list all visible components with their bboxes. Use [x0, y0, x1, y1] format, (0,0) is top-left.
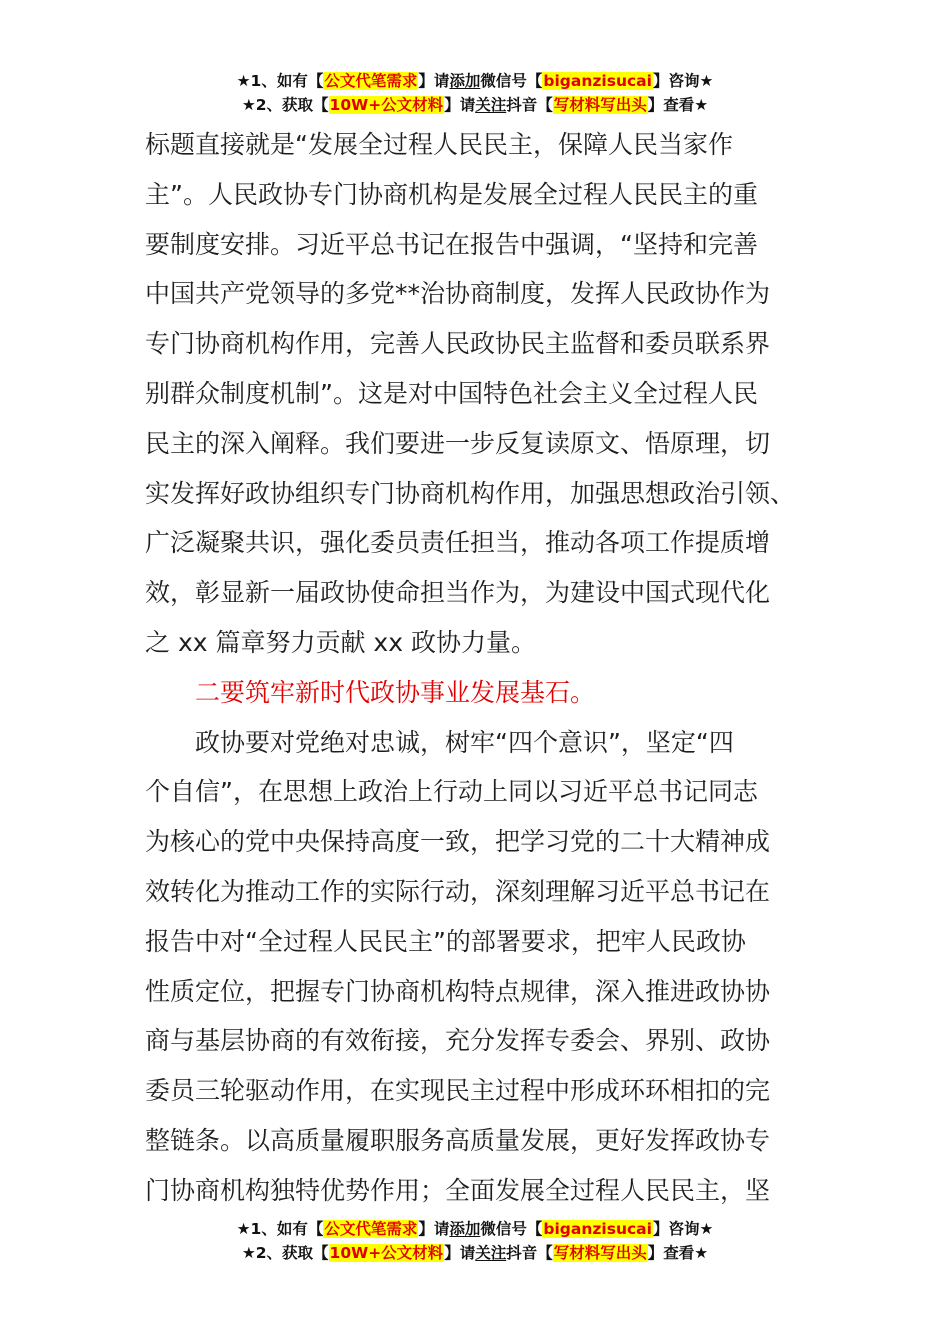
body-line: 实发挥好政协组织专门协商机构作用，加强思想政治引领、: [145, 478, 796, 508]
body-line: 中国共产党领导的多党**治协商制度，发挥人民政协作为: [145, 279, 771, 309]
bottom-promo-banner: [0, 1217, 950, 1265]
body-line: 别群众制度机制”。这是对中国特色社会主义全过程人民: [145, 378, 758, 408]
highlight-materials: 10W+公文材料: [329, 96, 444, 114]
body-line: 要制度安排。习近平总书记在报告中强调，“坚持和完善: [145, 229, 758, 259]
highlight-wechat-id: biganzisucai: [543, 1220, 652, 1238]
body-line: 个自信”，在思想上政治上行动上同以习近平总书记同志: [145, 777, 758, 807]
body-line: 为核心的党中央保持高度一致，把学习党的二十大精神成: [145, 827, 771, 857]
top-promo-banner: [0, 69, 950, 117]
promo-line-2: ★2、获取【10W+公文材料】请关注抖音【写材料写出头】查看★: [241, 1244, 709, 1262]
promo-line-1: ★1、如有【公文代笔需求】请添加微信号【biganzisucai】咨询★: [236, 72, 714, 90]
body-line: 主”。人民政协专门协商机构是发展全过程人民民主的重: [145, 179, 758, 209]
document-body: [145, 120, 825, 1216]
body-line: 广泛凝聚共识，强化委员责任担当，推动各项工作提质增: [145, 528, 771, 558]
body-line: 委员三轮驱动作用，在实现民主过程中形成环环相扣的完: [145, 1076, 771, 1106]
body-line: 报告中对“全过程人民民主”的部署要求，把牢人民政协: [145, 926, 746, 956]
body-line: 标题直接就是“发展全过程人民民主，保障人民当家作: [145, 130, 733, 159]
highlight-service: 公文代笔需求: [324, 1220, 418, 1238]
highlight-douyin-id: 写材料写出头: [553, 1244, 647, 1262]
body-line: 之 xx 篇章努力贡献 xx 政协力量。: [145, 627, 536, 657]
body-line: 效，彰显新一届政协使命担当作为，为建设中国式现代化: [145, 578, 771, 608]
body-line: 民主的深入阐释。我们要进一步反复读原文、悟原理，切: [145, 428, 771, 458]
body-line: 效转化为推动工作的实际行动，深刻理解习近平总书记在: [145, 876, 771, 906]
section-heading: 二要筑牢新时代政协事业发展基石。: [195, 677, 596, 707]
body-line: 门协商机构独特优势作用；全面发展全过程人民民主，坚: [145, 1175, 771, 1205]
body-line: 性质定位，把握专门协商机构特点规律，深入推进政协协: [145, 976, 771, 1006]
body-line: 商与基层协商的有效衔接，充分发挥专委会、界别、政协: [145, 1026, 771, 1056]
body-line: 整链条。以高质量履职服务高质量发展，更好发挥政协专: [145, 1125, 771, 1155]
highlight-service: 公文代笔需求: [324, 72, 418, 90]
promo-line-2: ★2、获取【10W+公文材料】请关注抖音【写材料写出头】查看★: [241, 96, 709, 114]
highlight-materials: 10W+公文材料: [329, 1244, 444, 1262]
highlight-wechat-id: biganzisucai: [543, 72, 652, 90]
highlight-douyin-id: 写材料写出头: [553, 96, 647, 114]
promo-line-1: ★1、如有【公文代笔需求】请添加微信号【biganzisucai】咨询★: [236, 1220, 714, 1238]
body-line: 专门协商机构作用，完善人民政协民主监督和委员联系界: [145, 329, 771, 359]
paragraph-first-line: 政协要对党绝对忠诚，树牢“四个意识”，坚定“四: [195, 727, 734, 757]
